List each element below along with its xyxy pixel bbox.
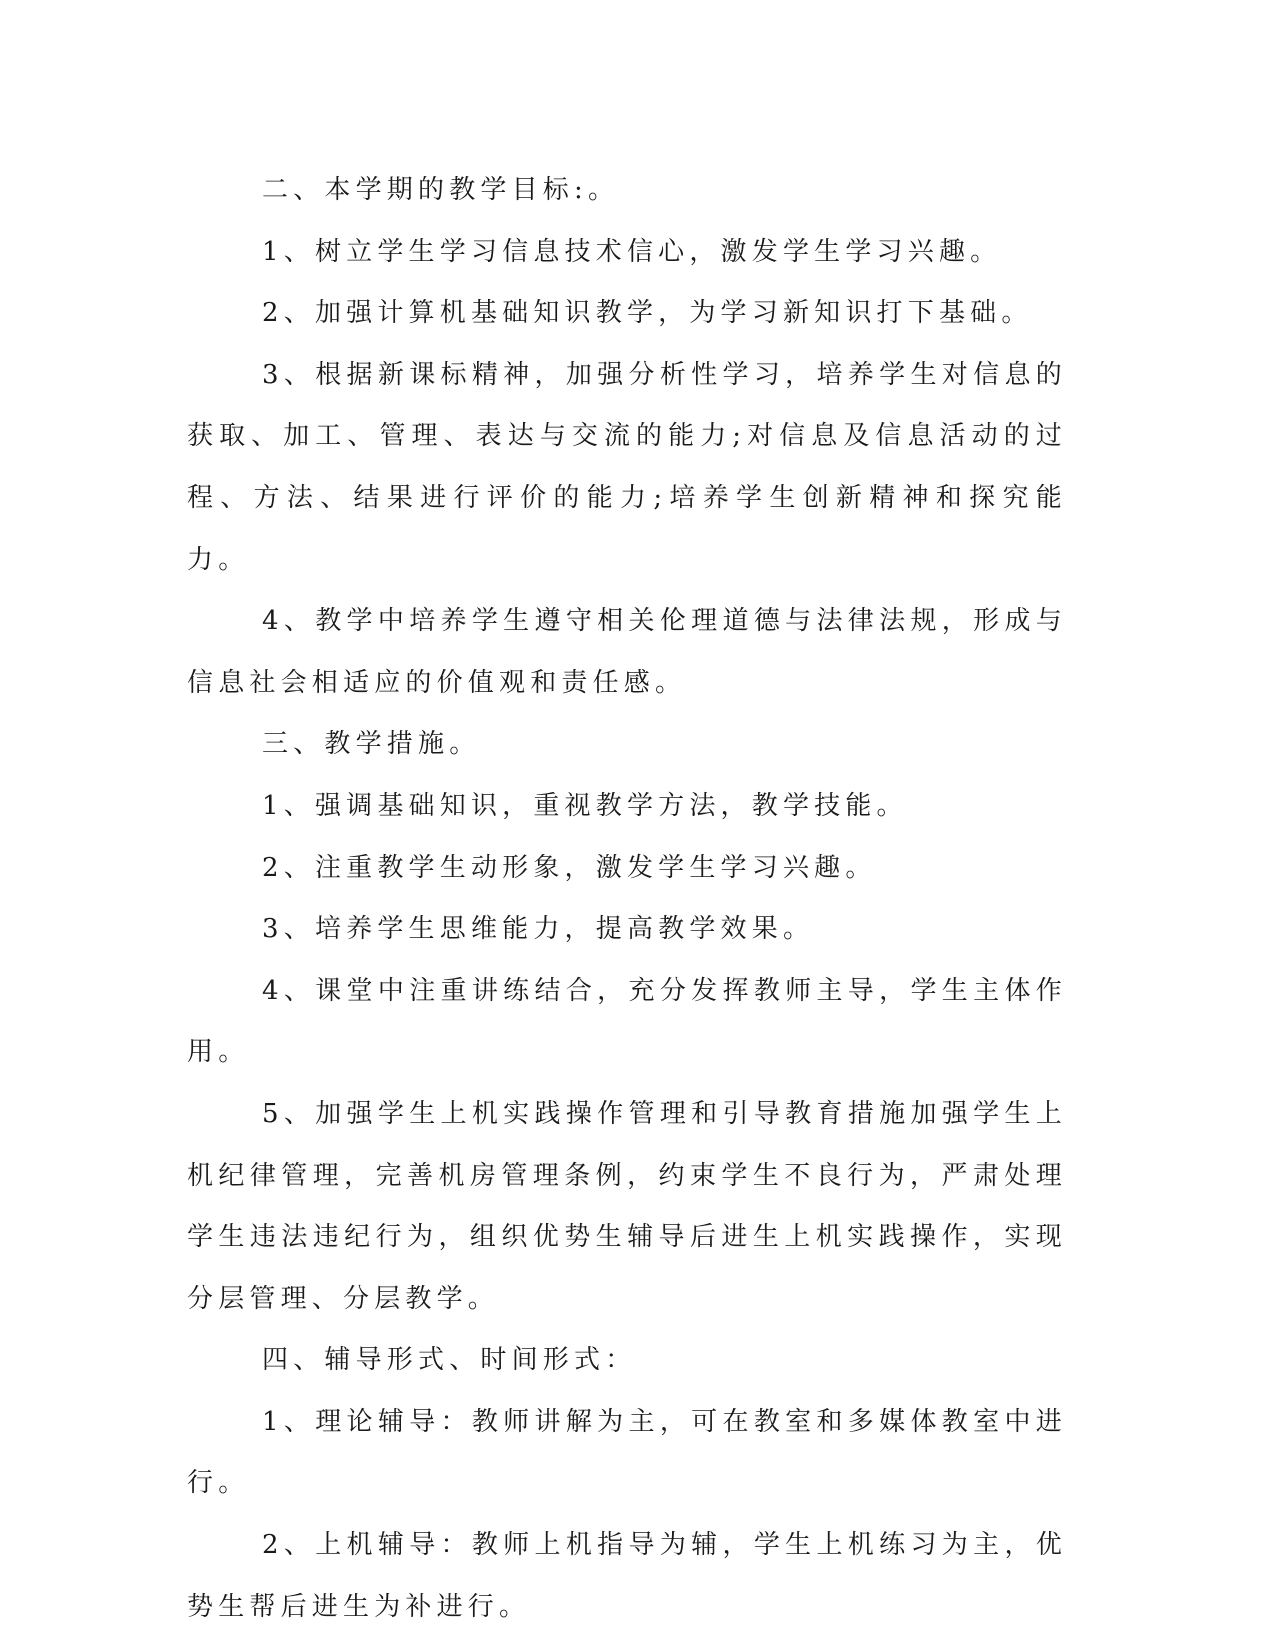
heading-tutoring-forms: 四、辅导形式、时间形式： xyxy=(262,1345,637,1376)
document-body xyxy=(187,160,1067,1638)
heading-teaching-goals: 二、本学期的教学目标:。 xyxy=(262,175,620,205)
measure-item-5: 5、加强学生上机实践操作管理和引导教育措施加强学生上机纪律管理，完善机房管理条例，约束学生不良行为，严肃处理学生违法违纪行为，组织优势生辅导后进生上机实践操作，实现分层管理、分层教学。 xyxy=(187,1098,1067,1314)
measure-item-1: 1、强调基础知识，重视教学方法，教学技能。 xyxy=(262,790,908,821)
measure-item-3: 3、培养学生思维能力，提高教学效果。 xyxy=(262,914,815,945)
tutoring-item-2: 2、上机辅导：教师上机指导为辅，学生上机练习为主，优势生帮后进生为补进行。 xyxy=(187,1530,1067,1622)
measure-item-2: 2、注重教学生动形象，激发学生学习兴趣。 xyxy=(262,852,877,883)
goal-item-4: 4、教学中培养学生遵守相关伦理道德与法律法规，形成与信息社会相适应的价值观和责任感。 xyxy=(187,606,1067,698)
heading-teaching-measures: 三、教学措施。 xyxy=(262,729,481,760)
tutoring-item-1: 1、理论辅导：教师讲解为主，可在教室和多媒体教室中进行。 xyxy=(187,1406,1067,1499)
goal-item-3: 3、根据新课标精神，加强分析性学习，培养学生对信息的获取、加工、管理、表达与交流的能力;对信息及信息活动的过程、方法、结果进行评价的能力;培养学生创新精神和探究能力。 xyxy=(187,359,1067,575)
goal-item-2: 2、加强计算机基础知识教学，为学习新知识打下基础。 xyxy=(262,298,1033,329)
measure-item-4: 4、课堂中注重讲练结合，充分发挥教师主导，学生主体作用。 xyxy=(187,975,1067,1068)
goal-item-1: 1、树立学生学习信息技术信心，激发学生学习兴趣。 xyxy=(262,236,1002,267)
